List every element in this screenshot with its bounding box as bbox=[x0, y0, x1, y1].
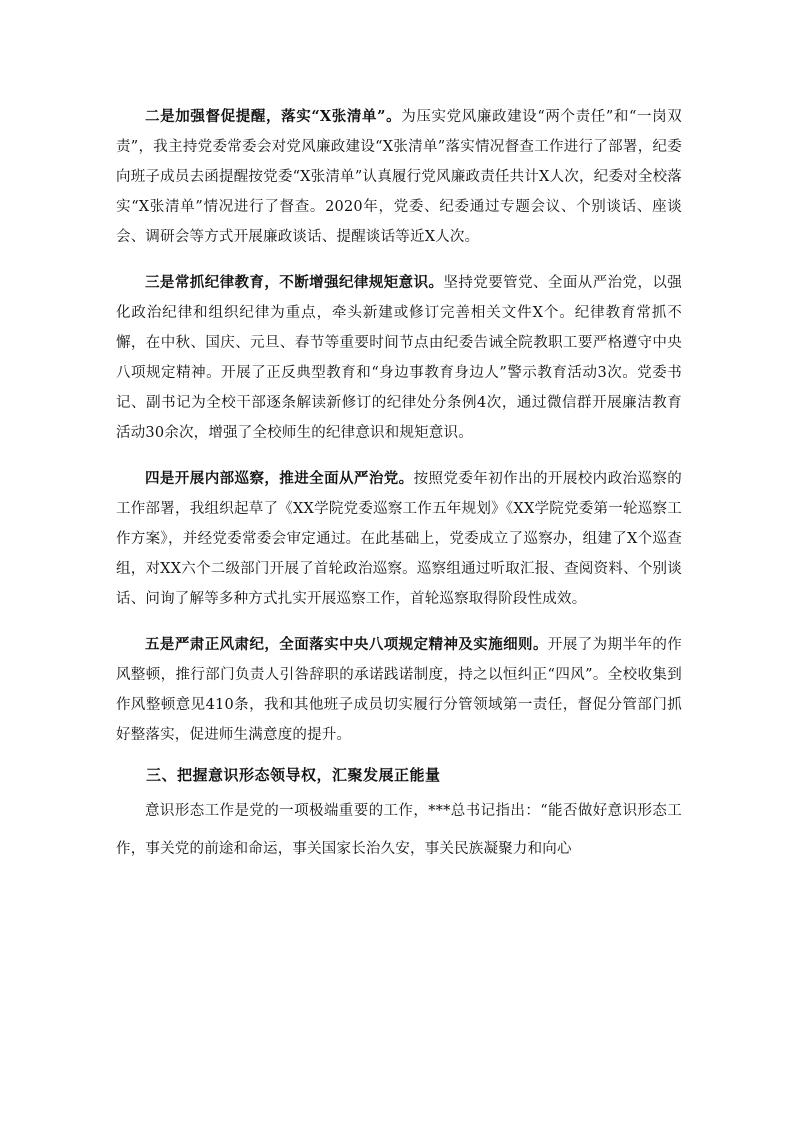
paragraph-gap bbox=[116, 252, 682, 268]
paragraph-3-body: 坚持党要管党、全面从严治党，以强化政治纪律和组织纪律为重点，牵头新建或修订完善相关文件X个。纪律教育常抓不懈，在中秋、国庆、元旦、春节等重要时间节点由纪委告诫全院教职工要严格遵守中央八项规定精神。开展了正反典型教育和“身边事教育身边人”警示教育活动3次。党委书记、副书记为全校干部逐条解读新修订的纪律处分条例4次，通过微信群开展廉洁教育活动30余次，增强了全校师生的纪律意识和规矩意识。 bbox=[116, 275, 683, 441]
document-page bbox=[116, 102, 682, 868]
paragraph-gap bbox=[116, 448, 682, 464]
paragraph-2-body: 为压实党风廉政建设“两个责任”和“一岗双责”，我主持党委常委会对党风廉政建设“X张清单”落实情况督查工作进行了部署，纪委向班子成员去函提醒按党委“X张清单”认真履行党风廉政责任共计X人次，纪委对全校落实“X张清单”情况进行了督查。2020年，党委、纪委通过专题会议、个别谈话、座谈会、调研会等方式开展廉政谈话、提醒谈话等近X人次。 bbox=[116, 109, 682, 245]
paragraph-5-body: 开展了为期半年的作风整顿，推行部门负责人引咎辞职的承诺践诺制度，持之以恒纠正“四风”。全校收集到作风整顿意见410条，我和其他班子成员切实履行分管领域第一责任，督促分管部门抓好整落实，促进师生满意度的提升。 bbox=[116, 637, 682, 743]
section-heading: 三、把握意识形态领导权，汇聚发展正能量 bbox=[146, 766, 441, 784]
paragraph-4-lead: 四是开展内部巡察，推进全面从严治党。 bbox=[145, 470, 414, 487]
paragraph-2 bbox=[116, 102, 682, 252]
paragraph-gap bbox=[116, 614, 682, 630]
final-paragraph: 意识形态工作是党的一项极端重要的工作，***总书记指出：“能否做好意识形态工作，事关党的前途和命运，事关国家长治久安，事关民族凝聚力和向心 bbox=[116, 803, 682, 857]
paragraph-2-lead: 二是加强督促提醒，落实“X张清单”。 bbox=[145, 108, 402, 125]
paragraph-4 bbox=[116, 464, 682, 614]
paragraph-3-lead: 三是常抓纪律教育，不断增强纪律规矩意识。 bbox=[145, 274, 444, 291]
paragraph-4-body: 按照党委年初作出的开展校内政治巡察的工作部署，我组织起草了《XX学院党委巡察工作五年规划》《XX学院党委第一轮巡察工作方案》，并经党委常委会审定通过。在此基础上，党委成立了巡察办，组建了X个巡查组，对XX六个二级部门开展了首轮政治巡察。巡察组通过听取汇报、查阅资料、个别谈话、问询了解等多种方式扎实开展巡察工作，首轮巡察取得阶段性成效。 bbox=[116, 471, 682, 607]
paragraph-5-lead: 五是严肃正风肃纪，全面落实中央八项规定精神及实施细则。 bbox=[145, 636, 548, 653]
paragraph-3 bbox=[116, 268, 682, 448]
paragraph-5 bbox=[116, 630, 682, 750]
